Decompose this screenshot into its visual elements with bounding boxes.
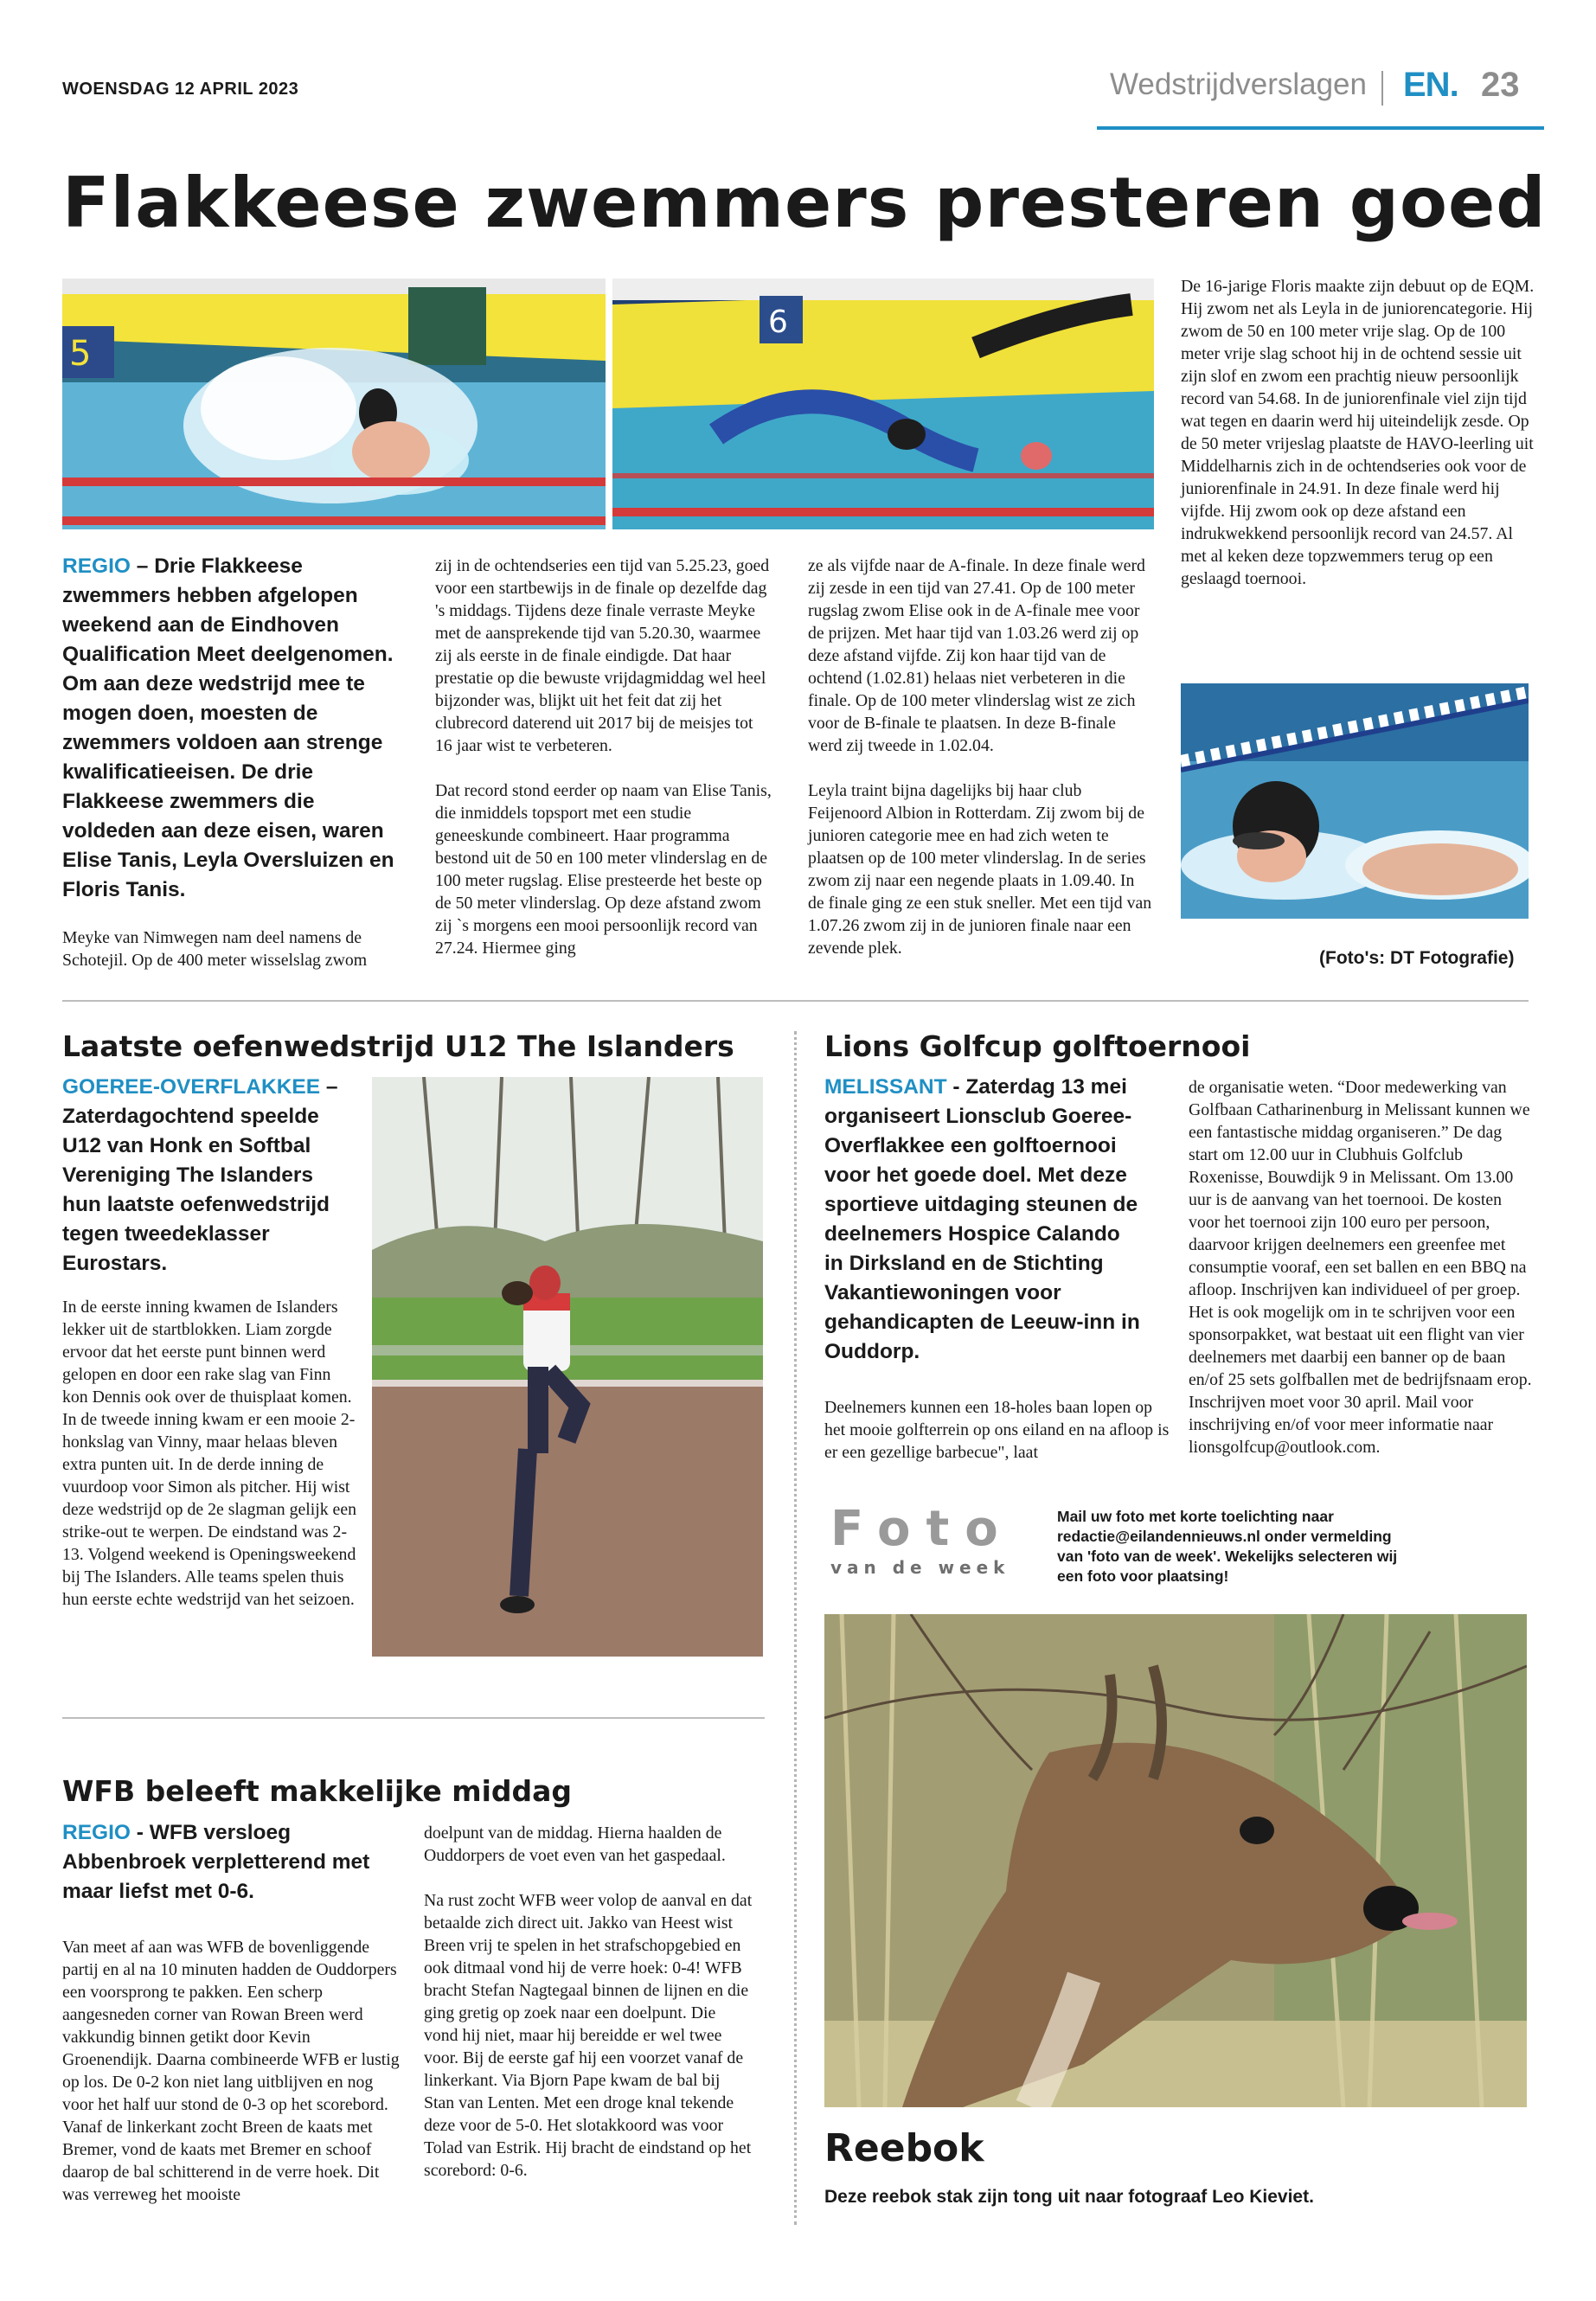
main-col1-text: Meyke van Nimwegen nam deel namens de Schotejil. Op de 400 meter wisselslag zwom bbox=[62, 928, 368, 970]
section-divider bbox=[62, 1000, 1529, 1002]
wfb-headline: WFB beleeft makkelijke middag bbox=[62, 1774, 573, 1808]
lions-kicker: MELISSANT bbox=[824, 1075, 947, 1099]
swimmer-photo-3 bbox=[1181, 683, 1529, 919]
photo-credit: (Foto's: DT Fotografie) bbox=[1319, 948, 1515, 968]
main-kicker: REGIO bbox=[62, 554, 131, 578]
reebok-photo bbox=[824, 1614, 1527, 2107]
header-rule bbox=[1097, 126, 1544, 130]
paragraph: doelpunt van de middag. Hierna haalden de Ouddorpers de voet even van het gaspedaal. bbox=[424, 1823, 726, 1865]
islanders-lead-text: – Zaterdagochtend speelde U12 van Honk en Softbal Vereniging The Islanders hun laatste oefenwedstrijd tegen tweedeklasser Eurostars. bbox=[62, 1075, 338, 1275]
swimmer-photo-1 bbox=[62, 279, 606, 529]
lions-lead-text: - Zaterdag 13 mei organiseert Lionsclub Goeree-Overflakkee een golftoernooi voor het goede doel. Met deze sportieve uitdaging steunen de deelnemers Hospice Calando in Dirksland en de Stichting Vakantiewoningen voor gehandicapten de Leeuw-inn in Ouddorp. bbox=[824, 1075, 1140, 1363]
lions-body-col1: Deelnemers kunnen een 18-holes baan lopen op het mooie golfterrein op ons eiland en na afloop is er een gezellige barbecue", laat bbox=[824, 1398, 1170, 1462]
wfb-kicker: REGIO bbox=[62, 1821, 131, 1844]
reebok-caption: Deze reebok stak zijn tong uit naar fotograaf Leo Kieviet. bbox=[824, 2187, 1314, 2207]
main-lead-text: – Drie Flakkeese zwemmers hebben afgelopen weekend aan de Eindhoven Qualification Meet deelgenomen. Om aan deze wedstrijd mee te mogen doen, moesten de zwemmers voldoen aan strenge kwalificatieeisen. De drie Flakkeese zwemmers die voldeden aan deze eisen, waren Elise Tanis, Leyla Oversluizen en Floris Tanis. bbox=[62, 554, 394, 901]
section-divider bbox=[62, 1717, 765, 1719]
islanders-body: In de eerste inning kwamen de Islanders lekker uit de startblokken. Liam zorgde ervoor dat het eerste punt binnen werd gelopen en door een rake slag van Finn kon Dennis ook over de thuisplaat komen. In de tweede inning kwam er een mooie 2-honkslag van Vinny, maar helaas bleven extra punten uit. In de derde inning de vuurdoop voor Simon als pitcher. Hij wist deze wedstrijd op de 2e slagman gelijk een strike-out te werpen. De eindstand was 2-13. Volgend weekend is Openingsweekend bij The Islanders. Alle teams spelen thuis hun eerste echte wedstrijd van het seizoen. bbox=[62, 1298, 357, 1609]
column-separator bbox=[794, 1031, 797, 2225]
lions-body-col2: de organisatie weten. “Door medewerking van Golfbaan Catharinenburg in Melissant kunnen we een fantastische middag organiseren.” De dag start om 12.00 uur in Clubhuis Golfclub Roxenisse, Bouwdijk 9 in Melissant. Om 13.00 uur is de aanvang van het toernooi. De kosten voor het toernooi zijn 100 euro per persoon, daarvoor krijgen deelnemers een greenfee met consumptie vooraf, een set ballen en een BBQ na afloop. Inschrijven kan individueel of per groep. Het is ook mogelijk om in te schrijven voor een sponsorpakket, wat bestaat uit een flight van vier deelnemers met daarbij een banner op de baan en/of 25 sets golfballen met de bedrijfsnaam erop. Inschrijven moet voor 30 april. Mail voor inschrijving en/of voor meer informatie naar lionsgolfcup@outlook.com. bbox=[1189, 1078, 1532, 1457]
main-lead bbox=[62, 552, 400, 905]
baseball-pitcher-photo bbox=[372, 1077, 763, 1657]
wfb-lead-text: - WFB versloeg Abbenbroek verpletterend met maar liefst met 0-6. bbox=[62, 1821, 370, 1903]
issue-date: WOENSDAG 12 APRIL 2023 bbox=[62, 80, 299, 99]
section-title: Wedstrijdverslagen bbox=[1110, 67, 1367, 101]
islanders-lead bbox=[62, 1073, 356, 1279]
main-headline: Flakkeese zwemmers presteren goed bbox=[62, 163, 1547, 243]
foto-submission-info: Mail uw foto met korte toelichting naar redactie@eilandennieuws.nl onder vermelding van 'foto van de week'. Wekelijks selecteren wij een foto voor plaatsing! bbox=[1057, 1508, 1398, 1585]
main-col2 bbox=[435, 554, 772, 959]
page-number: 23 bbox=[1481, 66, 1520, 104]
paragraph: zij in de ochtendseries een tijd van 5.25.23, goed voor een startbewijs in de finale op dezelfde dag 's middags. Tijdens deze finale verraste Meyke met de aansprekende tijd van 5.20.30, waarmee zij als eerste in de finale eindigde. Dat haar prestatie op die bewuste vrijdagmiddag wel heel bijzonder was, blijkt uit het feit dat zij het clubrecord daterend uit 2017 bij de meisjes tot 16 jaar wist te verbeteren. bbox=[435, 556, 770, 755]
reebok-title: Reebok bbox=[824, 2126, 984, 2170]
swimmer-photo-2 bbox=[612, 279, 1154, 529]
wfb-lead bbox=[62, 1818, 400, 1907]
main-col3 bbox=[808, 554, 1154, 959]
lions-headline: Lions Golfcup golftoernooi bbox=[824, 1029, 1251, 1063]
islanders-kicker: GOEREE-OVERFLAKKEE bbox=[62, 1075, 321, 1099]
paragraph: Leyla traint bijna dagelijks bij haar club Feijenoord Albion in Rotterdam. Zij zwom bij de junioren categorie mee en had zich weten te plaatsen op de 100 meter vlinderslag. In de series zwom zij naar een negende plaats in 1.09.40. In de finale ging ze een stuk sneller. Met een tijd van 1.07.26 zwom zij in de junioren finale naar een zevende plek. bbox=[808, 781, 1152, 958]
paragraph: Na rust zocht WFB weer volop de aanval en dat betaalde zich direct uit. Jakko van Heest wist Breen vrij te spelen in het strafschopgebied en ook ditmaal vond hij de verre hoek: 0-4! WFB bracht Stefan Nagtegaal binnen de lijnen en die ging gretig op zoek naar een doelpunt. Die vond hij niet, maar hij bereidde er wel twee voor. Bij de eerste gaf hij een voorzet vanaf de linkerkant. Via Bjorn Pape kwam de bal bij Stan van Lenten. Met een droge knal tekende deze voor de 5-0. Het slotakkoord was voor Tolad van Estrik. Hij bracht de eindstand op het scorebord: 0-6. bbox=[424, 1891, 753, 2180]
foto-logo-word: Foto bbox=[830, 1501, 1014, 1557]
paragraph: ze als vijfde naar de A-finale. In deze finale werd zij zesde in een tijd van 27.41. Op de 100 meter rugslag zwom Elise ook in de A-finale mee voor de prijzen. Met haar tijd van 1.03.26 werd zij op deze afstand vijfde. Zij kon haar tijd van de ochtend (1.02.81) helaas niet verbeteren in die finale. Op de 100 meter vlinderslag wist ze zich voor de B-finale te plaatsen. In deze B-finale werd zij tweede in 1.02.04. bbox=[808, 556, 1145, 755]
foto-logo-subtitle: van de week bbox=[830, 1557, 1010, 1578]
paragraph: Dat record stond eerder op naam van Elise Tanis, die inmiddels topsport met een studie geneeskunde combineert. Haar programma bestond uit de 50 en 100 meter vlinderslag en de 100 meter rugslag. Elise presteerde het beste op de 50 meter vlinderslag. Op deze afstand zwom zij `s morgens een mooi persoonlijk record van 27.24. Hiermee ging bbox=[435, 781, 772, 958]
svg-text:6: 6 bbox=[768, 304, 788, 340]
header-divider bbox=[1381, 71, 1383, 106]
wfb-col1: Van meet af aan was WFB de bovenliggende partij en al na 10 minuten hadden de Ouddorpers een voorsprong te pakken. Een scherp aangesneden corner van Rowan Breen werd vakkundig binnen getikt door Kevin Groenendijk. Daarna combineerde WFB er lustig op los. De 0-2 kon niet lang uitblijven en nog voor het half uur stond de 0-3 op het scorebord. Vanaf de linkerkant zocht Breen de kaats met Bremer, vond de kaats met Bremer en schoof daarop de bal schitterend in de verre hoek. Dit was verreweg het mooiste bbox=[62, 1938, 400, 2204]
islanders-headline: Laatste oefenwedstrijd U12 The Islanders bbox=[62, 1029, 734, 1063]
svg-text:5: 5 bbox=[69, 334, 92, 374]
newspaper-logo: EN. bbox=[1403, 66, 1458, 104]
main-col4: De 16-jarige Floris maakte zijn debuut op de EQM. Hij zwom net als Leyla in de juniorencategorie. Hij zwom de 50 en 100 meter vrije slag. Op de 100 meter vrije slag schoot hij in de ochtend sessie uit zijn slof en zwom een prachtig nieuw persoonlijk record van 54.68. In de juniorenfinale viel zijn tijd wat tegen en daarin werd hij uiteindelijk zesde. Op de 50 meter vrijeslag plaatste de HAVO-leerling uit Middelharnis zich in de ochtendseries ook voor de juniorenfinale in 24.91. In deze finale werd hij vijfde. Hij zwom ook op deze afstand een indrukwekkend persoonlijk record van 24.57. Al met al keken deze topzwemmers terug op een geslaagd toernooi. bbox=[1181, 277, 1535, 588]
foto-van-de-week-logo bbox=[830, 1501, 1031, 1584]
lions-lead bbox=[824, 1073, 1144, 1367]
wfb-col2 bbox=[424, 1822, 753, 2182]
